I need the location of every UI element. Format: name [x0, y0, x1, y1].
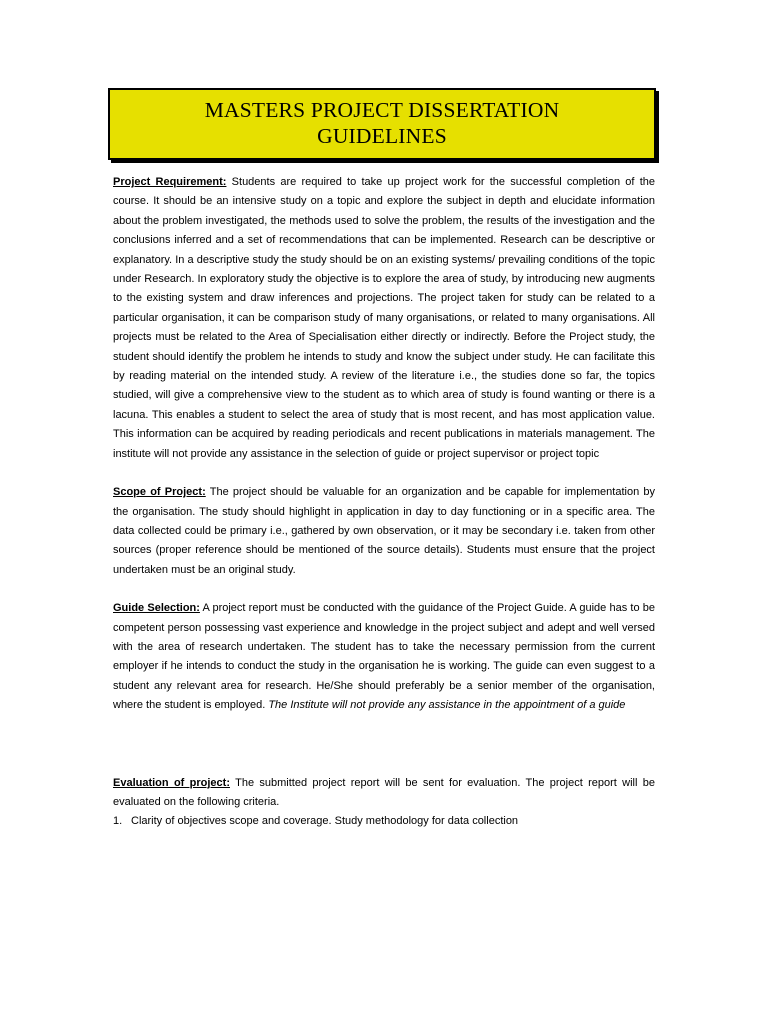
- section-heading-evaluation-of-project: Evaluation of project:: [113, 776, 230, 789]
- section-heading-scope-of-project: Scope of Project:: [113, 486, 206, 499]
- section-scope-of-project: [113, 483, 655, 580]
- criteria-list-number: 1.: [113, 815, 123, 828]
- document-title-line-2: GUIDELINES: [317, 124, 447, 148]
- criteria-list-text: Clarity of objectives scope and coverage. Study methodology for data collection: [131, 815, 519, 828]
- section-project-requirement: [113, 173, 655, 464]
- section-heading-guide-selection: Guide Selection:: [113, 602, 200, 615]
- section-heading-project-requirement: Project Requirement:: [113, 176, 227, 188]
- section-text-scope-of-project: The project should be valuable for an organization and be capable for implementation by the organisation. The study should highlight in application in day to day functioning or in a specific area. The data collected could be primary i.e., gathered by own observation, or it may be secondary i.e. taken from other sources (proper reference should be mentioned of the source details). Students must ensure that the project undertaken must be an original study.: [113, 486, 655, 576]
- spacer: [113, 464, 655, 483]
- document-body: [113, 173, 655, 832]
- spacer: [113, 580, 655, 599]
- section-text-evaluation-of-project: The submitted project report will be sent for evaluation. The project report will be evaluated on the following criteria.: [113, 776, 655, 808]
- criteria-list-item: [113, 812, 655, 831]
- spacer: [113, 716, 655, 774]
- section-guide-selection: [113, 599, 655, 715]
- document-title-box: [108, 88, 656, 160]
- section-evaluation-of-project: [113, 774, 655, 813]
- document-title-line-1: MASTERS PROJECT DISSERTATION: [204, 98, 560, 122]
- section-text-project-requirement: Students are required to take up project work for the successful completion of the course. It should be an intensive study on a topic and explore the subject in depth and elucidate information about the problem investigated, the methods used to solve the problem, the results of the investigation and the conclusions inferred and a set of recommendations that can be implemented. Research can be descriptive or explanatory. In a descriptive study the study should be on an existing systems/ prevailing conditions of the topic under Research. In exploratory study the objective is to explore the area of study, by introducing new augments to the existing system and draw inferences and projections. The project taken for study can be related to a particular organisation, it can be comparison study of many organisations, or related to many organisations. All projects must be related to the Area of Specialisation either directly or indirectly. Before the Project study, the student should identify the problem he intends to study and know the subject under study. He can facilitate this by reading material on the intended study. A review of the literature i.e., the studies done so far, the topics studied, will give a comprehensive view to the student as to which area of study is found wanting or there is a lacuna. This enables a student to select the area of study that is most recent, and has most application value. This information can be acquired by reading periodicals and recent publications in materials management. The institute will not provide any assistance in the selection of guide or project supervisor or project topic: [113, 176, 656, 460]
- section-text-guide-selection: A project report must be conducted with the guidance of the Project Guide. A guide has to be competent person possessing vast experience and knowledge in the project subject and adept and well versed with the area of research undertaken. The student has to take the necessary permission from the current employer if he intends to conduct the study in the organisation he is working. The guide can even suggest to a student any relevant area for research. He/She should preferably be a senior member of the organisation, where the student is employed.: [113, 602, 655, 712]
- section-italic-guide-selection: The Institute will not provide any assistance in the appointment of a guide: [268, 699, 626, 712]
